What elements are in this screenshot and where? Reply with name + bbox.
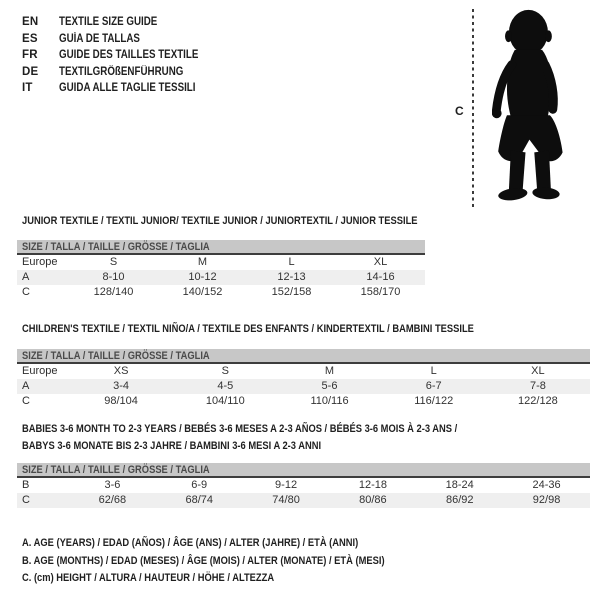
height-cell: 122/128 xyxy=(518,395,558,407)
language-code: FR xyxy=(22,49,38,62)
guide-title: TEXTILGRÖßENFÜHRUNG xyxy=(59,65,184,78)
row-label: C xyxy=(22,395,30,407)
height-cell: 80/86 xyxy=(359,494,387,506)
language-code: IT xyxy=(22,82,33,95)
table-row xyxy=(17,478,590,493)
note-height-cm xyxy=(22,570,449,588)
junior-size-table xyxy=(17,240,425,300)
note-age-years xyxy=(22,535,449,553)
row-label: B xyxy=(22,479,30,491)
section-title-text: BABYS 3-6 MONATE BIS 2-3 JAHRE / BAMBINI 3-6 MESI A 2-3 ANNI xyxy=(22,440,322,452)
guide-title: GUIDA ALLE TAGLIE TESSILI xyxy=(59,82,196,95)
language-code: DE xyxy=(22,65,39,78)
children-size-table xyxy=(17,349,590,409)
age-cell: 6-9 xyxy=(191,479,208,491)
language-code: ES xyxy=(22,32,38,45)
babies-section-title xyxy=(22,421,534,455)
age-cell: 12-13 xyxy=(277,271,306,283)
row-label: C xyxy=(22,494,30,506)
size-cell: S xyxy=(109,256,118,268)
row-label: A xyxy=(22,271,30,283)
size-cell: M xyxy=(324,365,335,377)
table-row xyxy=(17,493,590,508)
height-cell: 158/170 xyxy=(360,286,401,298)
height-cell: 74/80 xyxy=(272,494,300,506)
height-cell: 152/158 xyxy=(271,286,312,298)
height-cell: 62/68 xyxy=(98,494,127,506)
row-label: C xyxy=(22,286,30,298)
size-cell: XL xyxy=(373,256,388,268)
size-cell: L xyxy=(430,365,437,377)
note-age-months xyxy=(22,553,449,571)
age-cell: 4-5 xyxy=(217,380,234,392)
baby-silhouette-icon xyxy=(492,6,600,206)
size-header-bar xyxy=(17,463,590,478)
height-label: C xyxy=(455,104,464,118)
babies-size-table xyxy=(17,463,590,508)
size-header-text: SIZE / TALLA / TAILLE / GRÖSSE / TAGLIA xyxy=(22,464,210,476)
table-row xyxy=(17,379,590,394)
row-label: Europe xyxy=(22,256,58,268)
size-header-text: SIZE / TALLA / TAILLE / GRÖSSE / TAGLIA xyxy=(22,350,210,362)
age-cell: 9-12 xyxy=(275,479,298,491)
table-row xyxy=(17,270,425,285)
size-cell: L xyxy=(288,256,295,268)
list-item xyxy=(22,47,223,64)
table-row xyxy=(17,364,590,379)
age-cell: 14-16 xyxy=(366,271,395,283)
size-header-text: SIZE / TALLA / TAILLE / GRÖSSE / TAGLIA xyxy=(22,241,210,253)
table-row xyxy=(17,285,425,300)
language-code: EN xyxy=(22,16,39,29)
note-text: B. AGE (MONTHS) / EDAD (MESES) / ÂGE (MOIS) / ALTER (MONATE) / ETÀ (MESI) xyxy=(22,554,385,567)
junior-section-title xyxy=(22,213,487,230)
guide-title: GUÍA DE TALLAS xyxy=(59,32,140,45)
size-cell: S xyxy=(221,365,229,377)
note-text: C. (cm) HEIGHT / ALTURA / HAUTEUR / HÖHE / ALTEZZA xyxy=(22,572,275,584)
size-header-bar xyxy=(17,349,590,364)
section-title-text: JUNIOR TEXTILE / TEXTIL JUNIOR/ TEXTILE JUNIOR / JUNIORTEXTIL / JUNIOR TESSILE xyxy=(22,215,418,227)
age-cell: 7-8 xyxy=(529,380,546,392)
age-cell: 3-6 xyxy=(104,479,121,491)
age-cell: 8-10 xyxy=(102,271,125,283)
height-cell: 128/140 xyxy=(93,286,134,298)
section-title-text: CHILDREN'S TEXTILE / TEXTIL NIÑO/A / TEXTILE DES ENFANTS / KINDERTEXTIL / BAMBINI TESSILE xyxy=(22,323,474,335)
guide-title: GUIDE DES TAILLES TEXTILE xyxy=(59,49,199,62)
age-cell: 3-4 xyxy=(113,380,130,392)
list-item xyxy=(22,64,223,81)
table-row xyxy=(17,255,425,270)
age-cell: 6-7 xyxy=(425,380,442,392)
section-title-text: BABIES 3-6 MONTH TO 2-3 YEARS / BEBÉS 3-6 MESES A 2-3 AÑOS / BÉBÉS 3-6 MOIS À 2-3 ANS / xyxy=(22,423,458,435)
guide-title: TEXTILE SIZE GUIDE xyxy=(59,16,158,29)
height-cell: 104/110 xyxy=(205,395,245,407)
height-cell: 110/116 xyxy=(310,395,349,407)
height-cell: 98/104 xyxy=(104,395,138,407)
age-cell: 5-6 xyxy=(321,380,338,392)
size-cell: XL xyxy=(531,365,545,377)
list-item xyxy=(22,14,223,31)
height-cell: 86/92 xyxy=(445,494,474,506)
age-cell: 24-36 xyxy=(532,479,561,491)
legend-notes xyxy=(22,535,449,588)
age-cell: 18-24 xyxy=(445,479,474,491)
height-measure-line xyxy=(471,9,475,208)
children-section-title xyxy=(22,321,554,338)
size-cell: M xyxy=(197,256,208,268)
height-cell: 68/74 xyxy=(185,494,213,506)
height-cell: 140/152 xyxy=(182,286,223,298)
row-label: A xyxy=(22,380,30,392)
list-item xyxy=(22,31,223,48)
table-row xyxy=(17,394,590,409)
note-text: A. AGE (YEARS) / EDAD (AÑOS) / ÂGE (ANS) / ALTER (JAHRE) / ETÀ (ANNI) xyxy=(22,537,359,549)
list-item xyxy=(22,80,223,97)
size-header-bar xyxy=(17,240,425,255)
age-cell: 10-12 xyxy=(188,271,217,283)
language-title-list xyxy=(22,14,223,97)
height-cell: 116/122 xyxy=(414,395,454,407)
age-cell: 12-18 xyxy=(358,479,387,491)
height-cell: 92/98 xyxy=(532,494,561,506)
row-label: Europe xyxy=(22,365,58,377)
size-cell: XS xyxy=(113,365,129,377)
